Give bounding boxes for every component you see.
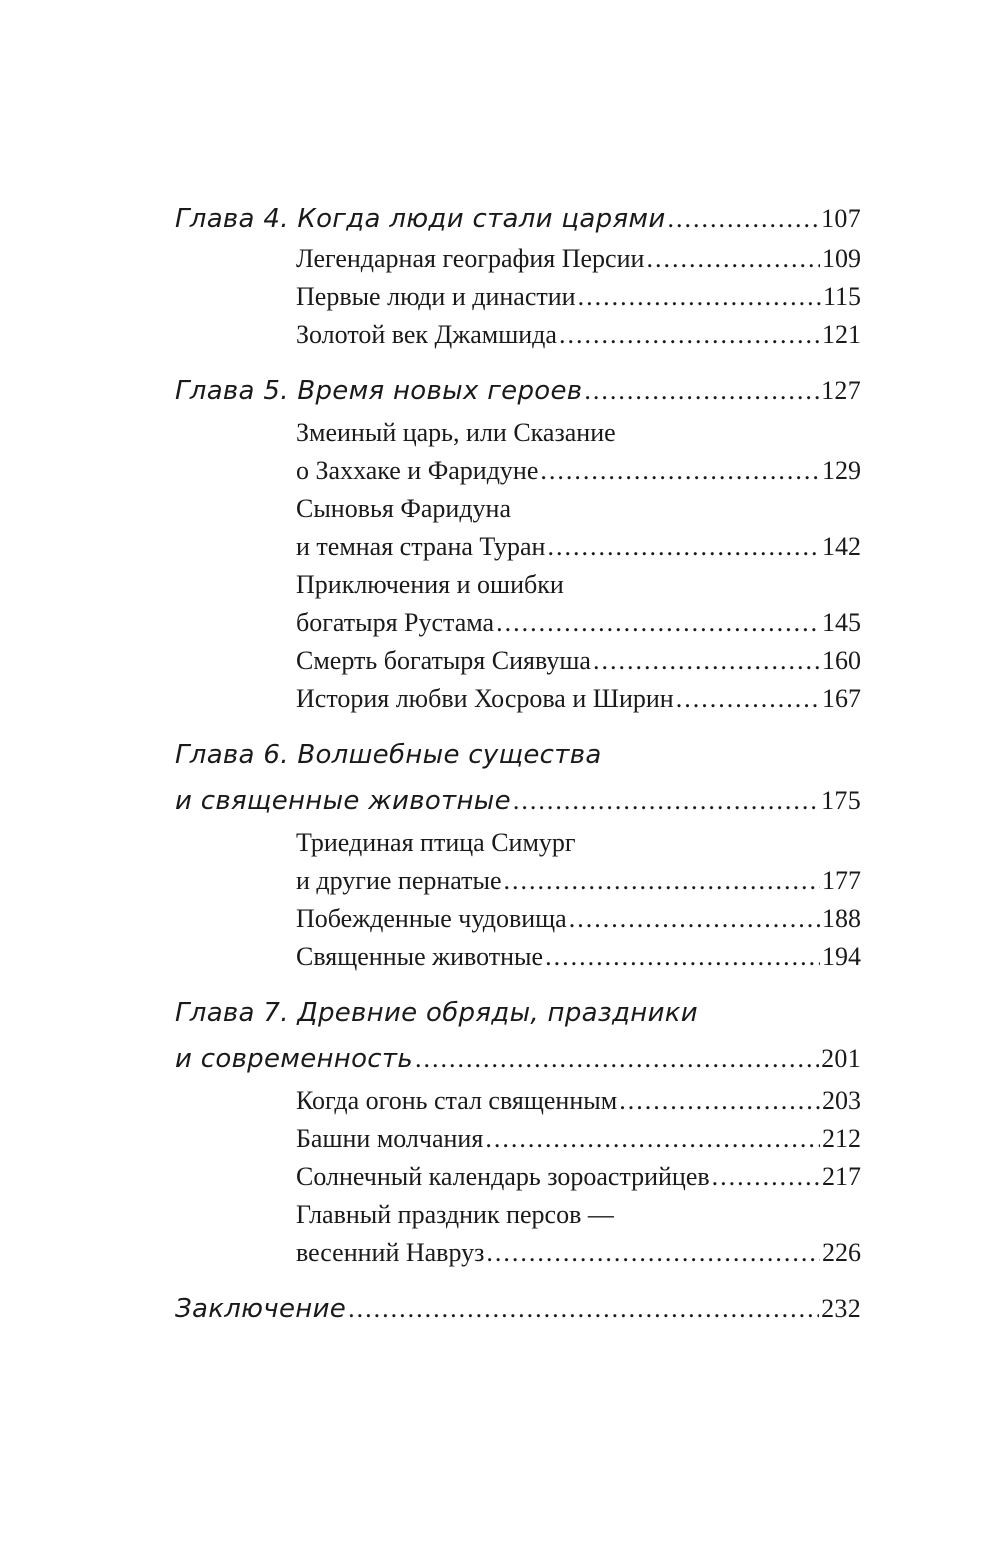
section-entry (296, 452, 861, 490)
chapter-6-title-line: Глава 6. Волшебные существа (175, 740, 602, 770)
chapter-4-page: 107 (821, 204, 861, 233)
section-title-line: Триединая птица Симург (296, 828, 576, 857)
section-entry (296, 680, 861, 718)
section-title: и другие пернатые (296, 866, 502, 895)
section-page: 142 (822, 532, 861, 561)
table-of-contents (175, 198, 861, 1346)
chapter-6-group (175, 732, 861, 976)
leader-dots (513, 778, 819, 824)
section-title: весенний Навруз (296, 1238, 485, 1267)
section-entry (296, 900, 861, 938)
leader-dots (486, 1234, 820, 1272)
section-page: 129 (822, 456, 861, 485)
section-entry (296, 938, 861, 976)
chapter-4-group (175, 198, 861, 354)
leader-dots (540, 452, 820, 490)
section-title-line: Главный праздник персов — (296, 1200, 614, 1229)
leader-dots (593, 642, 820, 680)
leader-dots (569, 900, 820, 938)
section-page: 217 (822, 1162, 861, 1191)
section-page: 167 (822, 684, 861, 713)
section-entry (296, 1158, 861, 1196)
section-entry (296, 240, 861, 278)
section-title: Первые люди и династии (296, 282, 576, 311)
conclusion-page: 232 (821, 1294, 861, 1323)
section-title: История любви Хосрова и Ширин (296, 684, 674, 713)
section-entry (296, 316, 861, 354)
section-title: Побежденные чудовища (296, 904, 567, 933)
chapter-4-entry (175, 198, 861, 240)
chapter-5-group (175, 368, 861, 718)
chapter-5-entry (175, 368, 861, 414)
section-entry (296, 862, 861, 900)
section-page: 203 (822, 1086, 861, 1115)
chapter-7-title-line: Глава 7. Древние обряды, праздники (175, 998, 698, 1028)
chapter-6-title: и священные животные (175, 786, 511, 816)
section-page: 109 (822, 244, 861, 273)
section-entry (296, 642, 861, 680)
section-title: о Заххаке и Фаридуне (296, 456, 539, 485)
section-title: Солнечный календарь зороастрийцев (296, 1162, 710, 1191)
leader-dots (668, 198, 820, 240)
section-page: 188 (822, 904, 861, 933)
section-title: богатыря Рустама (296, 608, 495, 637)
section-page: 194 (822, 942, 861, 971)
section-page: 115 (822, 282, 861, 311)
chapter-5-page: 127 (821, 376, 861, 405)
leader-dots (504, 862, 820, 900)
section-entry (296, 1082, 861, 1120)
chapter-7-title: и современность (175, 1044, 413, 1074)
leader-dots (415, 1036, 819, 1082)
leader-dots (712, 1158, 820, 1196)
leader-dots (578, 278, 821, 316)
section-page: 145 (822, 608, 861, 637)
section-title-line: Приключения и ошибки (296, 570, 564, 599)
section-entry (296, 1120, 861, 1158)
chapter-6-page: 175 (821, 786, 861, 815)
leader-dots (646, 240, 820, 278)
leader-dots (545, 938, 820, 976)
section-title: и темная страна Туран (296, 532, 546, 561)
conclusion-entry (175, 1286, 861, 1332)
section-title: Когда огонь стал священным (296, 1086, 618, 1115)
leader-dots (619, 1082, 820, 1120)
section-page: 226 (822, 1238, 861, 1267)
chapter-7-group (175, 990, 861, 1272)
leader-dots (547, 528, 820, 566)
section-title: Смерть богатыря Сиявуша (296, 646, 591, 675)
section-entry (296, 1234, 861, 1272)
section-page: 160 (822, 646, 861, 675)
leader-dots (676, 680, 820, 718)
section-title: Священные животные (296, 942, 544, 971)
section-entry (296, 604, 861, 642)
conclusion-group (175, 1286, 861, 1332)
leader-dots (348, 1286, 819, 1332)
chapter-7-entry (175, 1036, 861, 1082)
leader-dots (584, 368, 819, 414)
leader-dots (496, 604, 820, 642)
chapter-4-title: Глава 4. Когда люди стали царями (175, 204, 666, 234)
leader-dots (485, 1120, 820, 1158)
section-page: 177 (822, 866, 861, 895)
chapter-5-title: Глава 5. Время новых героев (175, 376, 583, 406)
chapter-6-entry (175, 778, 861, 824)
section-title-line: Сыновья Фаридуна (296, 494, 511, 523)
section-page: 121 (822, 320, 861, 349)
section-title: Легендарная география Персии (296, 244, 645, 273)
leader-dots (559, 316, 820, 354)
section-title: Золотой век Джамшида (296, 320, 557, 349)
section-entry (296, 528, 861, 566)
conclusion-title: Заключение (175, 1294, 347, 1324)
section-title-line: Змеиный царь, или Сказание (296, 418, 616, 447)
section-entry (296, 278, 861, 316)
section-page: 212 (822, 1124, 861, 1153)
section-title: Башни молчания (296, 1124, 484, 1153)
chapter-7-page: 201 (821, 1044, 861, 1073)
